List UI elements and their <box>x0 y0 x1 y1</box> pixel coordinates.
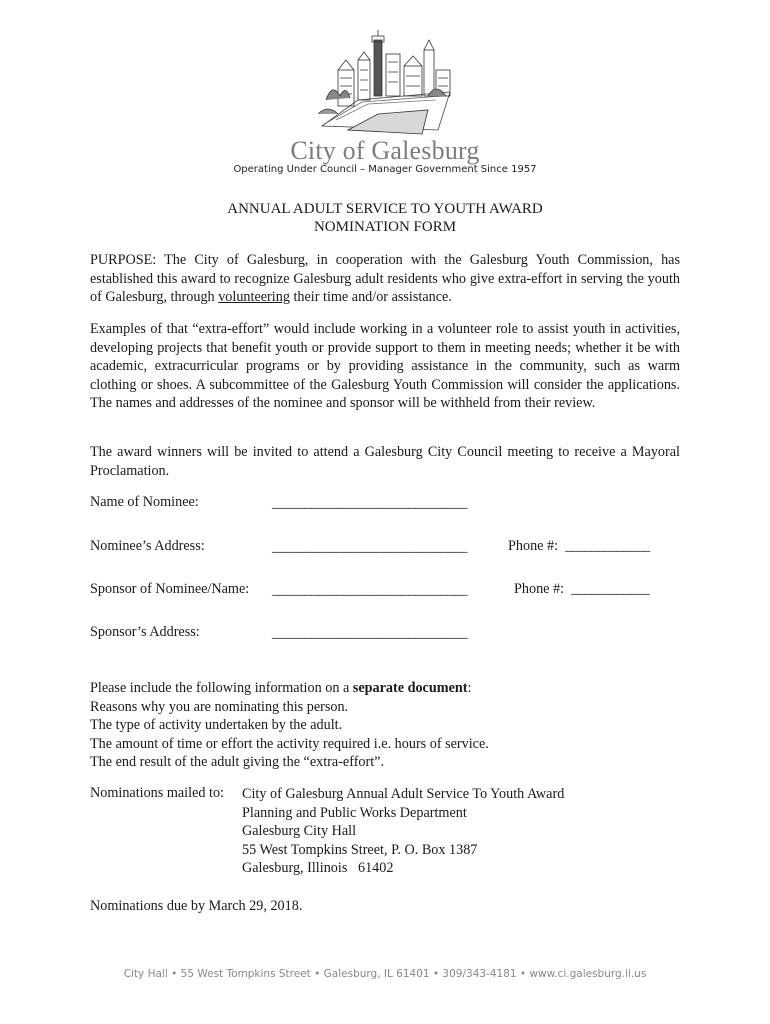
mailing-line: Planning and Public Works Department <box>242 804 467 821</box>
mailing-address <box>242 785 564 878</box>
sponsor-phone <box>514 581 649 598</box>
sponsor-phone-blank[interactable]: ____________ <box>571 581 650 597</box>
mailing-line: 55 West Tompkins Street, P. O. Box 1387 <box>242 841 478 858</box>
purpose-paragraph <box>90 251 680 307</box>
purpose-text-end: their time and/or assistance. <box>289 289 452 306</box>
nominee-address-label: Nominee’s Address: <box>90 538 205 554</box>
mailing-line: Galesburg, Illinois 61402 <box>242 860 394 877</box>
sponsor-name-blank[interactable]: ______________________________ <box>272 582 467 598</box>
sponsor-address-label: Sponsor’s Address: <box>90 624 200 640</box>
instructions-intro-text: Please include the following information on a <box>90 680 353 696</box>
mailing-label: Nominations mailed to: <box>90 785 224 801</box>
nominee-name-blank[interactable]: ______________________________ <box>272 495 467 511</box>
volunteering-underlined: volunteering <box>218 289 290 306</box>
sponsor-name-label: Sponsor of Nominee/Name: <box>90 581 250 597</box>
mailing-line: Galesburg City Hall <box>242 823 357 840</box>
instructions-intro-colon: : <box>467 680 472 696</box>
purpose-text-start: PURPOSE: The City of Galesburg, in cooperation with the Galesburg Youth Commission, has established this award to recognize Galesburg adult residents who give extra-effort in serving the youth of Galesburg, through <box>90 252 680 306</box>
examples-paragraph: Examples of that “extra-effort” would include working in a volunteer role to assist youth in activities, developing projects that benefit youth or provide support to them in meeting needs; whether it be with academic, extracurricular programs or by providing assistance in the community, such as warm clothing or shoes. A subcommittee of the Galesburg Youth Commission will consider the applications. The names and addresses of the nominee and sponsor will be withheld from their review. <box>90 321 680 412</box>
list-item: The amount of time or effort the activity required i.e. hours of service. <box>90 735 489 752</box>
separate-document-instructions <box>90 679 680 772</box>
due-date: Nominations due by March 29, 2018. <box>90 898 303 914</box>
sponsor-phone-label: Phone #: <box>514 581 565 597</box>
nominee-address-blank[interactable]: ______________________________ <box>272 539 467 555</box>
document-title: ANNUAL ADULT SERVICE TO YOUTH AWARD <box>227 201 543 217</box>
sponsor-address-blank[interactable]: ______________________________ <box>272 625 467 641</box>
city-logo-illustration <box>318 30 454 142</box>
list-item: The end result of the adult giving the “extra-effort”. <box>90 754 385 771</box>
mailing-line: City of Galesburg Annual Adult Service To Youth Award <box>242 786 565 802</box>
footer-contact: City Hall • 55 West Tompkins Street • Galesburg, IL 61401 • 309/343-4181 • www.ci.galesburg.il.us <box>123 968 647 980</box>
instructions-intro <box>90 679 680 698</box>
list-item: The type of activity undertaken by the adult. <box>90 717 343 734</box>
separate-document-emphasis: separate document <box>352 680 468 696</box>
nominee-name-label: Name of Nominee: <box>90 494 199 510</box>
invitation-paragraph: The award winners will be invited to attend a Galesburg City Council meeting to receive a Mayoral Proclamation. <box>90 444 680 479</box>
nominee-phone-blank[interactable]: _____________ <box>565 538 650 554</box>
city-name-heading: City of Galesburg <box>290 136 480 165</box>
nominee-phone <box>508 538 650 555</box>
government-tagline: Operating Under Council – Manager Government Since 1957 <box>233 164 537 175</box>
list-item: Reasons why you are nominating this person. <box>90 698 349 715</box>
document-subtitle: NOMINATION FORM <box>313 219 457 235</box>
nominee-phone-label: Phone #: <box>508 538 559 554</box>
